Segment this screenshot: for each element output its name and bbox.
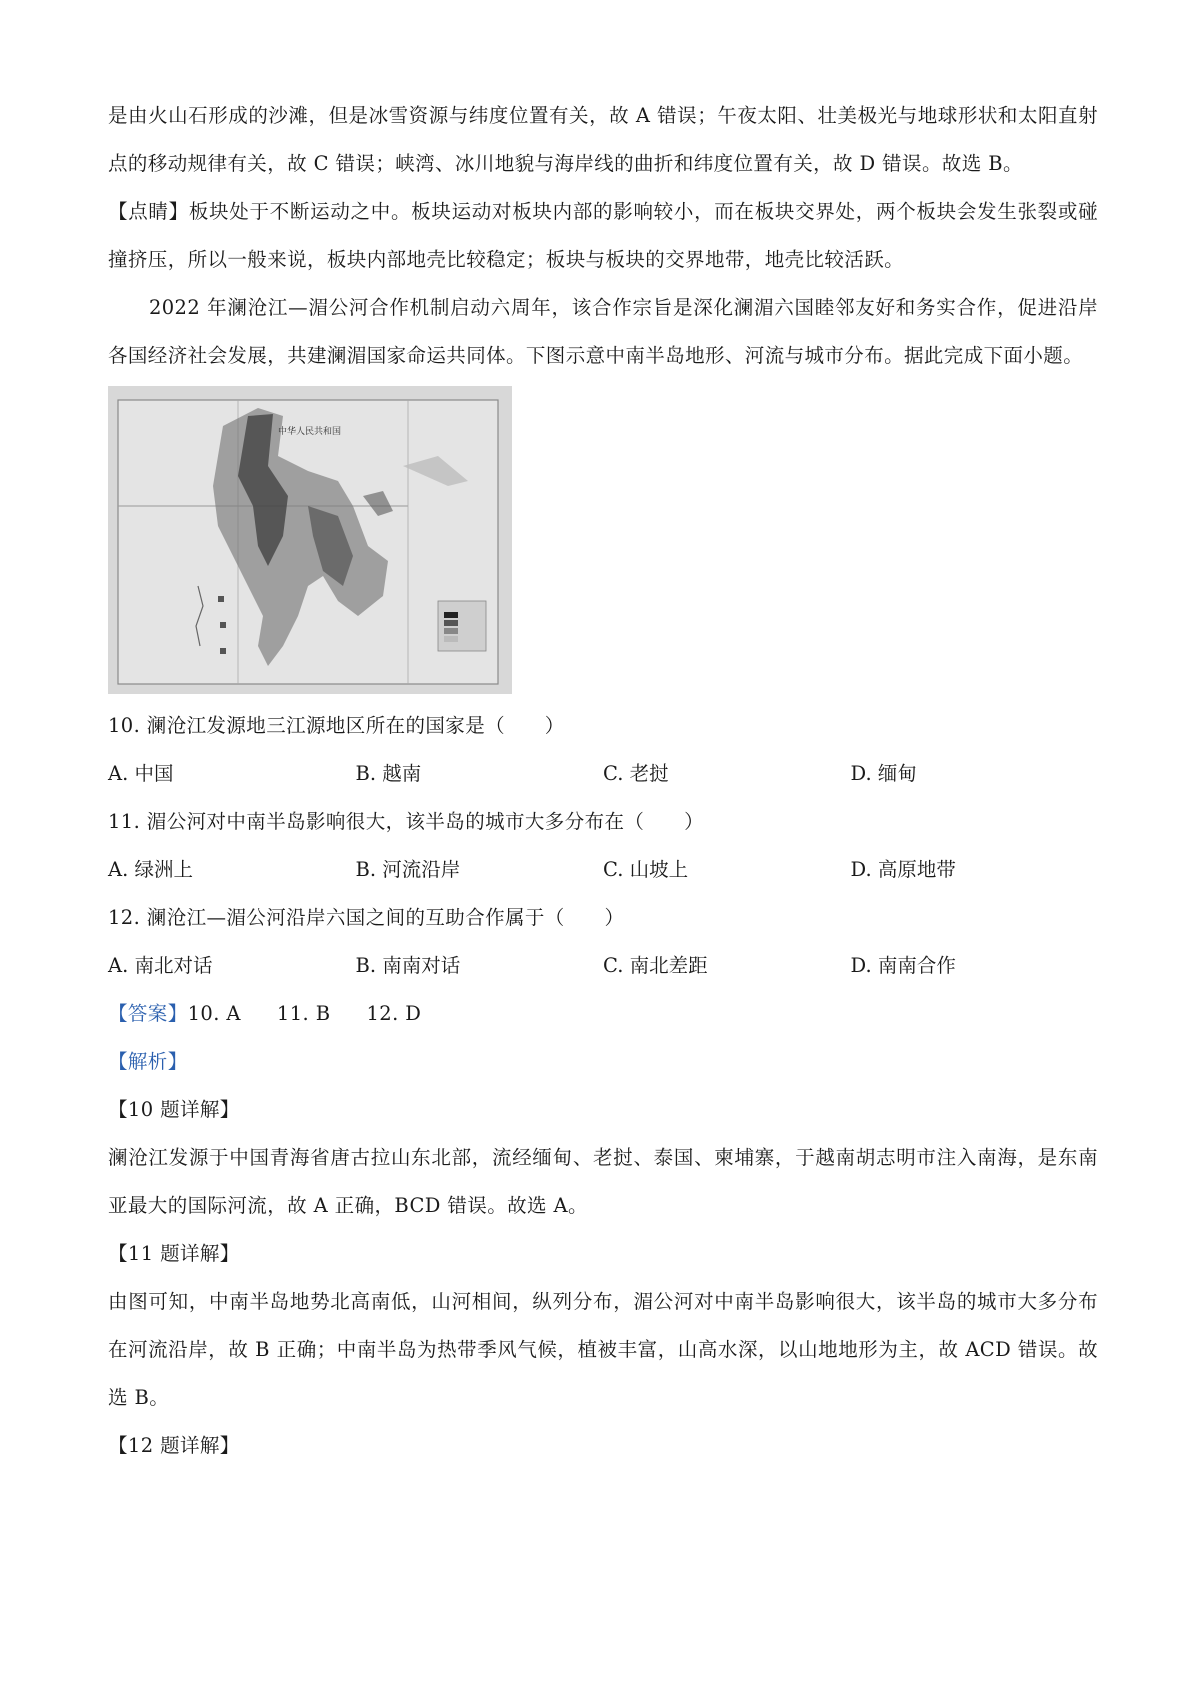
tip-paragraph xyxy=(108,188,1098,284)
question-11 xyxy=(108,798,1098,894)
option-c[interactable]: C. 山坡上 xyxy=(603,858,689,881)
option-b[interactable]: B. 河流沿岸 xyxy=(355,858,461,881)
option-c[interactable]: C. 南北差距 xyxy=(603,954,708,977)
question-stem: 11. 湄公河对中南半岛影响很大，该半岛的城市大多分布在（ ） xyxy=(108,810,705,833)
option-row xyxy=(108,846,1098,894)
option-d[interactable]: D. 高原地带 xyxy=(850,858,956,881)
answer-label: 【答案】 xyxy=(108,1002,188,1025)
paragraph-continuation: 是由火山石形成的沙滩，但是冰雪资源与纬度位置有关，故 A 错误；午夜太阳、壮美极光与地球形状和太阳直射点的移动规律有关，故 C 错误；峡湾、冰川地貌与海岸线的曲折和纬度位置有关，故 D 错误。故选 B。 xyxy=(108,104,1098,175)
answer-12: 12. D xyxy=(366,1002,422,1025)
question-10 xyxy=(108,702,1098,798)
option-a[interactable]: A. 中国 xyxy=(108,762,174,785)
option-d[interactable]: D. 南南合作 xyxy=(850,954,956,977)
indochina-terrain-map-image xyxy=(108,386,512,694)
answer-11: 11. B xyxy=(276,1002,331,1025)
intro-paragraph: 2022 年澜沧江—湄公河合作机制启动六周年，该合作宗旨是深化澜湄六国睦邻友好和务实合作，促进沿岸各国经济社会发展，共建澜湄国家命运共同体。下图示意中南半岛地形、河流与城市分布。据此完成下面小题。 xyxy=(108,296,1098,367)
question-stem: 10. 澜沧江发源地三江源地区所在的国家是（ ） xyxy=(108,714,565,737)
detail-10-heading: 【10 题详解】 xyxy=(108,1098,240,1121)
option-row xyxy=(108,942,1098,990)
answer-10: 10. A xyxy=(187,1002,241,1025)
option-b[interactable]: B. 南南对话 xyxy=(355,954,461,977)
tip-text: 板块处于不断运动之中。板块运动对板块内部的影响较小，而在板块交界处，两个板块会发生张裂或碰撞挤压，所以一般来说，板块内部地壳比较稳定；板块与板块的交界地带，地壳比较活跃。 xyxy=(108,200,1098,271)
option-c[interactable]: C. 老挝 xyxy=(603,762,669,785)
option-d[interactable]: D. 缅甸 xyxy=(850,762,917,785)
option-a[interactable]: A. 绿洲上 xyxy=(108,858,193,881)
detail-11-text: 由图可知，中南半岛地势北高南低，山河相间，纵列分布，湄公河对中南半岛影响很大，该半岛的城市大多分布在河流沿岸，故 B 正确；中南半岛为热带季风气候，植被丰富，山高水深，以山地地形为主，故 ACD 错误。故选 B。 xyxy=(108,1290,1098,1409)
detail-12-heading: 【12 题详解】 xyxy=(108,1434,240,1457)
option-row xyxy=(108,750,1098,798)
detail-11-heading: 【11 题详解】 xyxy=(108,1242,240,1265)
question-12 xyxy=(108,894,1098,990)
document-page xyxy=(108,92,1098,1470)
answer-line xyxy=(108,990,1098,1038)
analysis-label: 【解析】 xyxy=(108,1050,188,1073)
tip-label: 【点睛】 xyxy=(108,200,189,223)
detail-10-text: 澜沧江发源于中国青海省唐古拉山东北部，流经缅甸、老挝、泰国、柬埔寨，于越南胡志明市注入南海，是东南亚最大的国际河流，故 A 正确，BCD 错误。故选 A。 xyxy=(108,1146,1098,1217)
option-b[interactable]: B. 越南 xyxy=(355,762,422,785)
option-a[interactable]: A. 南北对话 xyxy=(108,954,213,977)
svg-text:中华人民共和国: 中华人民共和国 xyxy=(278,427,342,437)
question-stem: 12. 澜沧江—湄公河沿岸六国之间的互助合作属于（ ） xyxy=(108,906,625,929)
